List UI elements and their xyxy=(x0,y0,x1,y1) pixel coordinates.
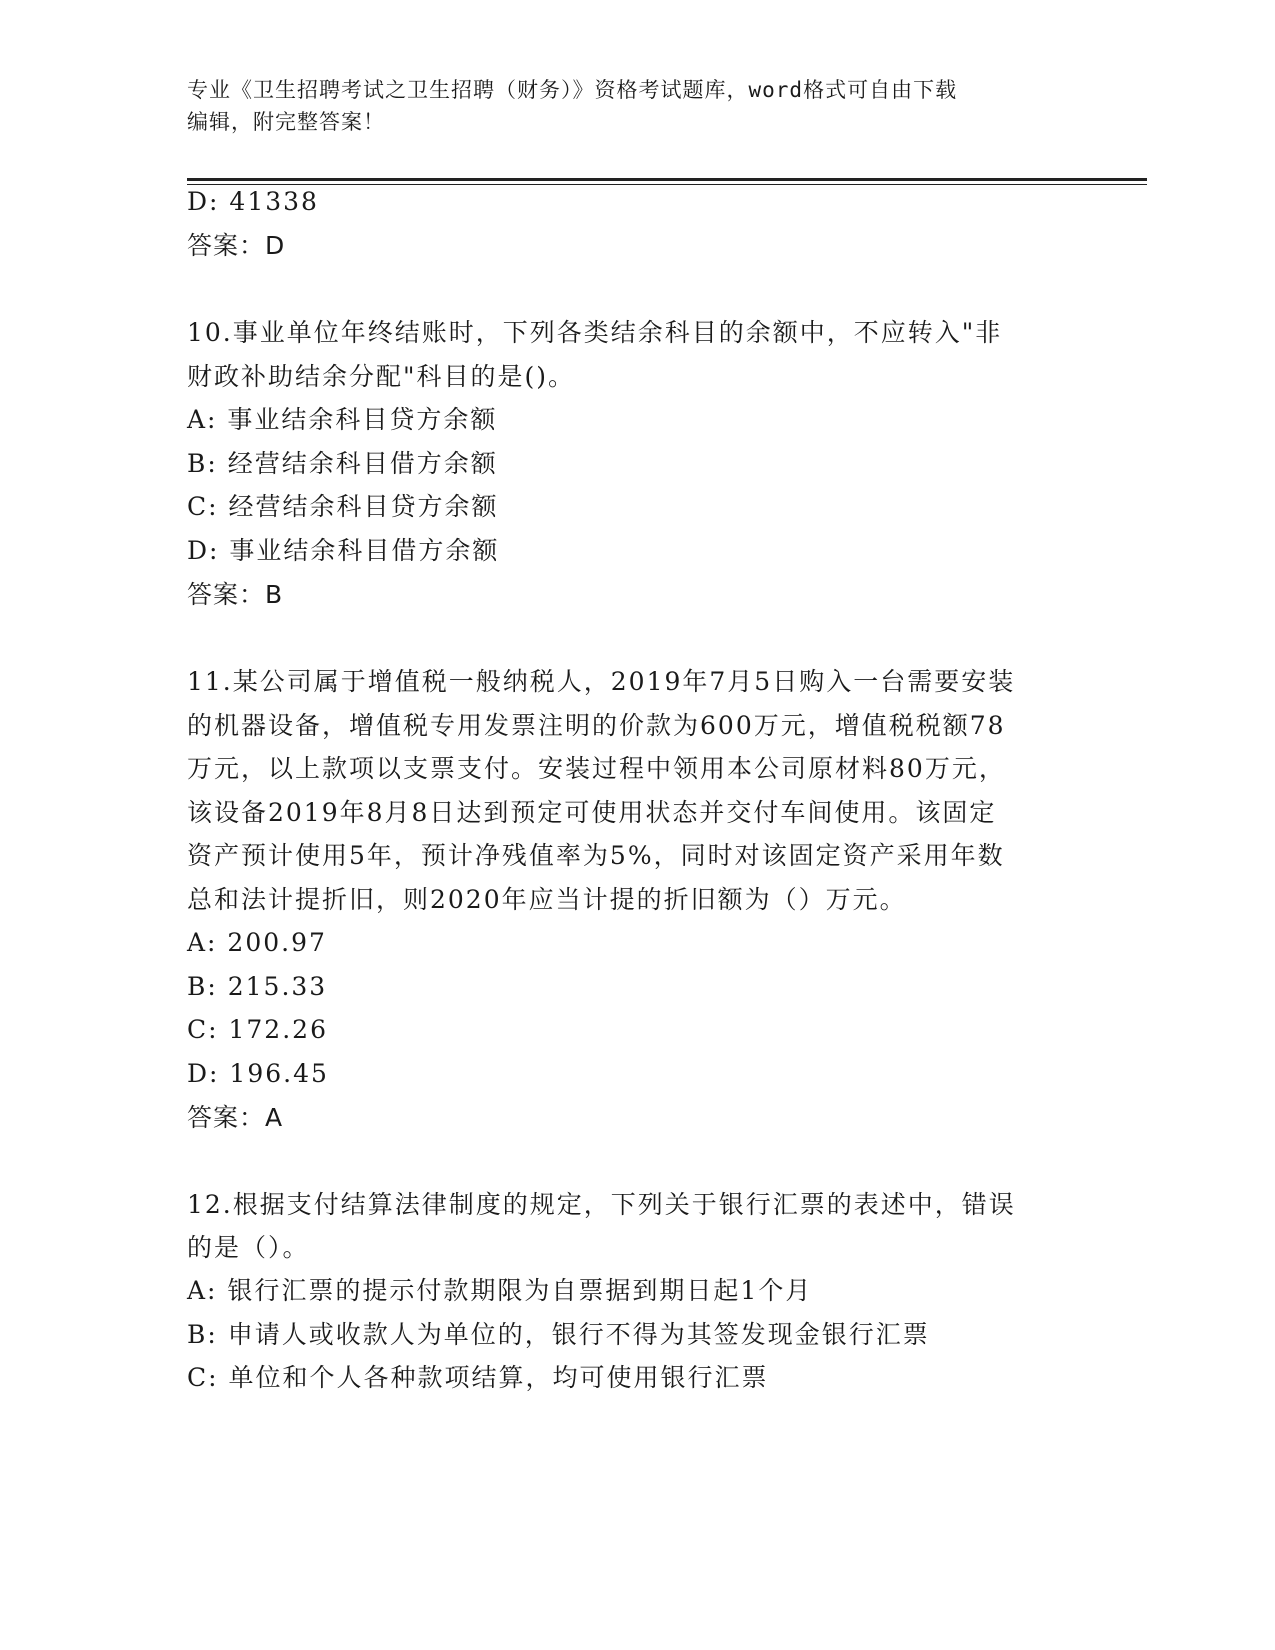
q11-stem-line-1: 11.某公司属于增值税一般纳税人，2019年7月5日购入一台需要安装 xyxy=(187,667,1016,696)
q11-option-d: D: 196.45 xyxy=(187,1059,329,1088)
q11-answer: 答案：A xyxy=(187,1103,284,1132)
q10-option-b: B: 经营结余科目借方余额 xyxy=(187,449,498,478)
q11-stem-line-4: 该设备2019年8月8日达到预定可使用状态并交付车间使用。该固定 xyxy=(187,798,997,827)
header-rule-thick xyxy=(187,178,1147,181)
q11-option-c: C: 172.26 xyxy=(187,1015,328,1044)
q12-option-b: B: 申请人或收款人为单位的，银行不得为其签发现金银行汇票 xyxy=(187,1320,930,1349)
q11-stem-line-6: 总和法计提折旧，则2020年应当计提的折旧额为（）万元。 xyxy=(187,885,907,914)
header-line-2: 编辑，附完整答案！ xyxy=(187,110,385,134)
document-header xyxy=(187,74,1067,138)
q12-stem-line-1: 12.根据支付结算法律制度的规定，下列关于银行汇票的表述中，错误 xyxy=(187,1190,1016,1219)
q11-stem-line-3: 万元，以上款项以支票支付。安装过程中领用本公司原材料80万元， xyxy=(187,754,1006,783)
q11-stem-line-5: 资产预计使用5年，预计净残值率为5%，同时对该固定资产采用年数 xyxy=(187,841,1005,870)
q12-stem-line-2: 的是（）。 xyxy=(187,1233,310,1262)
q12-option-c: C: 单位和个人各种款项结算，均可使用银行汇票 xyxy=(187,1363,769,1392)
q12-option-a: A: 银行汇票的提示付款期限为自票据到期日起1个月 xyxy=(187,1276,813,1305)
q10-stem-line-2: 财政补助结余分配"科目的是()。 xyxy=(187,362,576,391)
q10-stem-line-1: 10.事业单位年终结账时，下列各类结余科目的余额中，不应转入"非 xyxy=(187,318,1003,347)
q10-option-a: A: 事业结余科目贷方余额 xyxy=(187,405,498,434)
header-line-1: 专业《卫生招聘考试之卫生招聘（财务）》资格考试题库，word格式可自由下载 xyxy=(187,78,958,102)
q9-option-d: D: 41338 xyxy=(187,187,319,216)
q9-answer: 答案：D xyxy=(187,231,286,260)
q10-option-d: D: 事业结余科目借方余额 xyxy=(187,536,500,565)
q11-stem-line-2: 的机器设备，增值税专用发票注明的价款为600万元，增值税税额78 xyxy=(187,711,1006,740)
header-rule-thin xyxy=(187,184,1147,185)
q10-option-c: C: 经营结余科目贷方余额 xyxy=(187,492,499,521)
q11-option-a: A: 200.97 xyxy=(187,928,327,957)
q11-option-b: B: 215.33 xyxy=(187,972,328,1001)
q10-answer: 答案：B xyxy=(187,580,284,609)
